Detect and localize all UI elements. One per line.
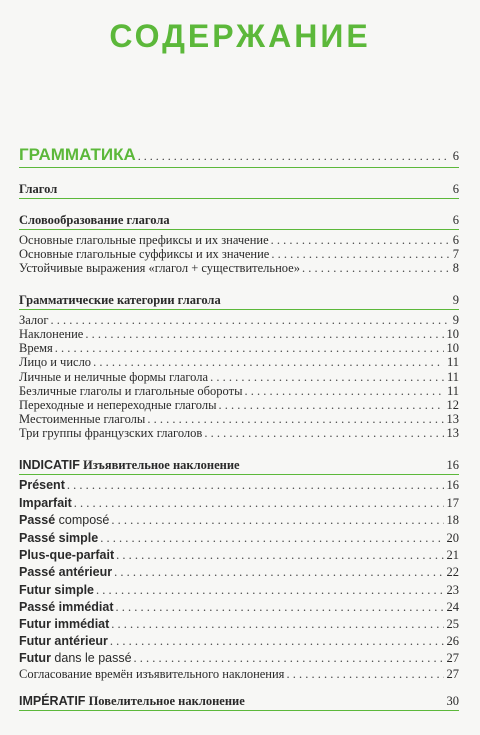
toc-page-number: 27 <box>446 667 459 681</box>
toc-entry[interactable] <box>19 384 459 399</box>
toc-entry[interactable] <box>19 513 459 528</box>
toc-entry[interactable] <box>19 565 459 580</box>
toc-entry[interactable] <box>19 457 459 475</box>
toc-entry[interactable] <box>19 327 459 342</box>
toc-page-number: 6 <box>452 182 459 196</box>
toc-entry-text: Лицо и число <box>19 355 92 369</box>
toc-entry-text: Устойчивые выражения «глагол + существительное» <box>19 261 300 275</box>
toc-entry[interactable] <box>19 693 459 711</box>
toc-page-number: 11 <box>446 384 459 398</box>
toc-page-number: 16 <box>446 458 459 472</box>
toc-entry-title <box>19 600 116 615</box>
toc-entry[interactable] <box>19 247 459 262</box>
toc-entry-text: Futur antérieur <box>19 634 108 648</box>
toc-entry-text: Наклонение <box>19 327 84 341</box>
toc-leader-dots <box>271 247 449 262</box>
toc-leader-dots <box>55 341 444 356</box>
toc-page-number: 22 <box>446 565 459 579</box>
toc-entry-title <box>19 412 147 427</box>
toc-entry-text: dans le passé <box>50 651 132 665</box>
toc-leader-dots <box>134 651 444 666</box>
toc-entry-title <box>19 212 172 229</box>
toc-leader-dots <box>110 634 444 649</box>
toc-page-number: 25 <box>446 617 459 631</box>
toc-leader-dots <box>111 617 443 632</box>
toc-entry-text: Грамматические категории глагола <box>19 293 221 307</box>
toc-entry-text: Passé <box>19 513 56 527</box>
toc-entry-title <box>19 327 85 342</box>
toc-entry-title <box>19 355 93 370</box>
toc-entry-title <box>19 478 67 493</box>
toc-entry-title <box>19 398 219 413</box>
toc-leader-dots <box>244 384 443 399</box>
toc-entry-text: Futur immédiat <box>19 617 110 631</box>
toc-entry-title <box>19 384 244 399</box>
toc-leader-dots <box>116 548 443 563</box>
toc-entry-text: Passé immédiat <box>19 600 114 614</box>
toc-entry-text: Plus-que-parfait <box>19 548 115 562</box>
toc-leader-dots <box>116 600 444 615</box>
toc-leader-dots <box>204 426 443 441</box>
toc-leader-dots <box>93 355 444 370</box>
toc-entry[interactable] <box>19 355 459 370</box>
toc-entry[interactable] <box>19 313 459 328</box>
toc-entry[interactable] <box>19 651 459 666</box>
toc-page-number: 17 <box>446 496 459 510</box>
toc-page-number: 10 <box>446 327 459 341</box>
toc-entry-title <box>19 233 271 248</box>
toc-leader-dots <box>51 313 450 328</box>
toc-entry-text: Переходные и непереходные глаголы <box>19 398 217 412</box>
toc-page-number: 9 <box>452 313 459 327</box>
toc-entry-text: Futur simple <box>19 583 95 597</box>
toc-page-number: 11 <box>446 370 459 384</box>
toc-entry-text: Словообразование глагола <box>19 213 170 227</box>
toc-page-number: 21 <box>446 548 459 562</box>
toc-entry-text: ГРАММАТИКА <box>19 145 136 164</box>
toc-leader-dots <box>138 144 450 168</box>
toc-entry-title <box>19 426 204 441</box>
toc-page-number: 20 <box>446 531 459 545</box>
toc-leader-dots <box>96 583 443 598</box>
toc-entry-title <box>19 247 271 262</box>
toc-entry-title <box>19 583 96 598</box>
toc-page-number: 6 <box>452 213 459 227</box>
toc-entry-title <box>19 693 247 710</box>
toc-entry[interactable] <box>19 233 459 248</box>
toc-page-number: 18 <box>446 513 459 527</box>
toc-leader-dots <box>67 478 444 493</box>
toc-page-number: 16 <box>446 478 459 492</box>
toc-entry-text: Согласование времён изъявительного наклонения <box>19 667 285 681</box>
toc-entry-title <box>19 531 100 546</box>
toc-page-number: 10 <box>446 341 459 355</box>
toc-leader-dots <box>286 667 443 682</box>
toc-entry-title <box>19 370 210 385</box>
toc-entry[interactable] <box>19 341 459 356</box>
toc-entry-title <box>19 513 111 528</box>
toc-page-number: 8 <box>452 261 459 275</box>
toc-entry[interactable] <box>19 398 459 413</box>
toc-entry-title <box>19 143 138 167</box>
toc-page-number: 24 <box>446 600 459 614</box>
toc-entry[interactable] <box>19 370 459 385</box>
toc-entry[interactable] <box>19 261 459 276</box>
toc-entry-text: Личные и неличные формы глагола <box>19 370 209 384</box>
toc-leader-dots <box>271 233 450 248</box>
toc-page-number: 6 <box>452 233 459 247</box>
toc-leader-dots <box>114 565 443 580</box>
toc-entry-text: composé <box>55 513 110 527</box>
toc-leader-dots <box>111 513 443 528</box>
toc-entry-title <box>19 181 59 198</box>
toc-page-number: 27 <box>446 651 459 665</box>
toc-entry-text: Présent <box>19 478 65 492</box>
toc-entry-title <box>19 292 223 309</box>
toc-entry[interactable] <box>19 412 459 427</box>
toc-entry[interactable] <box>19 617 459 632</box>
toc-entry[interactable] <box>19 292 459 310</box>
toc-entry[interactable] <box>19 667 459 682</box>
toc-entry-title <box>19 634 110 649</box>
toc-leader-dots <box>210 370 444 385</box>
toc-entry-text: Залог <box>19 313 49 327</box>
toc-page-number: 30 <box>446 694 459 708</box>
toc-entry-title <box>19 565 114 580</box>
toc-entry-text: IMPÉRATIF <box>19 694 86 708</box>
toc-leader-dots <box>302 261 450 276</box>
toc-leader-dots <box>85 327 443 342</box>
toc-entry[interactable] <box>19 548 459 563</box>
toc-entry-title <box>19 667 286 682</box>
toc-entry-text: Безличные глаголы и глагольные обороты <box>19 384 243 398</box>
toc-page-number: 13 <box>446 412 459 426</box>
toc-page-number: 6 <box>452 149 459 163</box>
toc-entry[interactable] <box>19 143 459 168</box>
toc-page-number: 23 <box>446 583 459 597</box>
toc-entry-text: Повелительное наклонение <box>85 694 245 708</box>
toc-entry-title <box>19 313 51 328</box>
toc-entry[interactable] <box>19 634 459 649</box>
toc-leader-dots <box>74 496 444 511</box>
toc-entry-text: INDICATIF <box>19 458 80 472</box>
toc-page-number: 11 <box>446 355 459 369</box>
toc-entry[interactable] <box>19 600 459 615</box>
toc-leader-dots <box>147 412 443 427</box>
toc-leader-dots <box>100 531 443 546</box>
toc-entry-text: Местоименные глаголы <box>19 412 146 426</box>
toc-entry-text: Глагол <box>19 182 58 196</box>
toc-entry[interactable] <box>19 426 459 441</box>
toc-page-number: 13 <box>446 426 459 440</box>
toc-entry-text: Futur <box>19 651 51 665</box>
toc-entry-text: Три группы французских глаголов <box>19 426 203 440</box>
toc-entry[interactable] <box>19 181 459 199</box>
toc-leader-dots <box>219 398 444 413</box>
toc-entry-text: Основные глагольные префиксы и их значение <box>19 233 269 247</box>
toc-entry-text: Passé antérieur <box>19 565 113 579</box>
toc-entry[interactable] <box>19 531 459 546</box>
toc-page-number: 9 <box>452 293 459 307</box>
toc-entry-text: Изъявительное наклонение <box>79 458 240 472</box>
toc-entry-title <box>19 496 74 511</box>
toc-entry-text: Imparfait <box>19 496 72 510</box>
toc-page-number: 12 <box>446 398 459 412</box>
toc-entry[interactable] <box>19 583 459 598</box>
toc-entry-text: Passé simple <box>19 531 99 545</box>
toc-entry[interactable] <box>19 478 459 493</box>
toc-entry-title <box>19 341 55 356</box>
toc-entry-title <box>19 261 302 276</box>
toc-entry-text: Основные глагольные суффиксы и их значение <box>19 247 270 261</box>
toc-entry-title <box>19 548 116 563</box>
toc-entry-title <box>19 457 242 474</box>
toc-page-number: 7 <box>452 247 459 261</box>
toc-entry-title <box>19 651 134 666</box>
toc-entry-text: Время <box>19 341 53 355</box>
page-title: СОДЕРЖАНИЕ <box>109 18 371 54</box>
toc-entry[interactable] <box>19 212 459 230</box>
toc-entry-title <box>19 617 111 632</box>
toc-page-number: 26 <box>446 634 459 648</box>
toc-entry[interactable] <box>19 496 459 511</box>
